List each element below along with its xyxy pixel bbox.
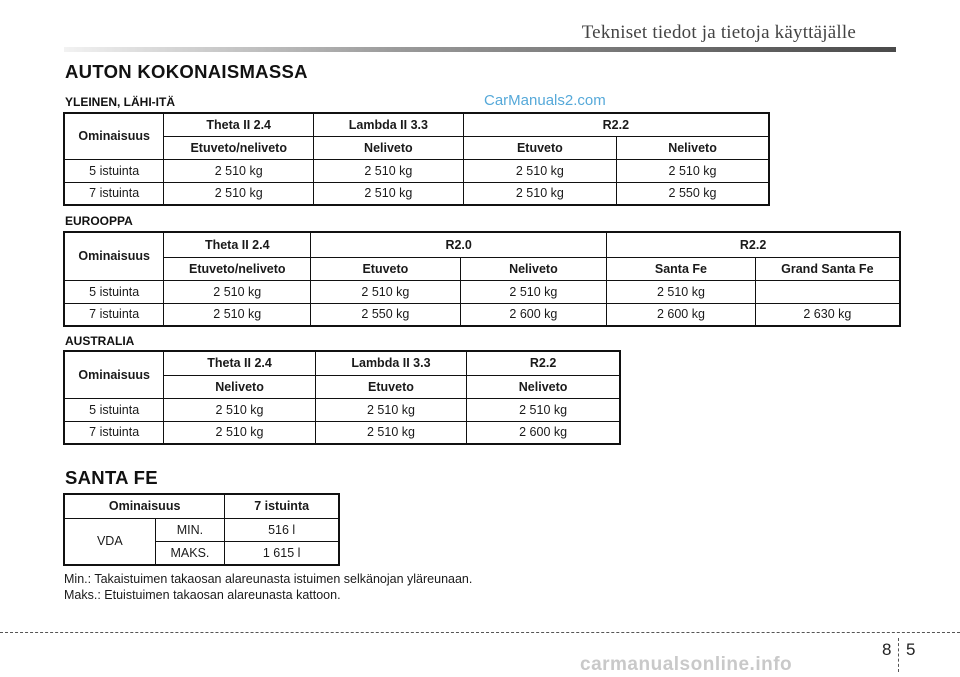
table-header-feature: Ominaisuus bbox=[64, 113, 164, 159]
table-cell: 2 600 kg bbox=[460, 303, 607, 326]
table-title-general: YLEINEN, LÄHI-ITÄ bbox=[65, 95, 175, 109]
section-title-gross-vehicle-weight: AUTON KOKONAISMASSA bbox=[65, 61, 308, 82]
table-cell bbox=[755, 280, 900, 303]
table-header-feature: Ominaisuus bbox=[64, 351, 164, 398]
table-cell: 2 600 kg bbox=[607, 303, 756, 326]
row-label: 5 istuinta bbox=[64, 159, 164, 182]
page-number: 5 bbox=[906, 640, 916, 659]
table-header-drive: Neliveto bbox=[164, 375, 315, 398]
table-header-engine: Theta II 2.4 bbox=[164, 232, 311, 257]
table-cell: 2 510 kg bbox=[164, 280, 311, 303]
note-min: Min.: Takaistuimen takaosan alareunasta istuimen selkänojan yläreunaan. bbox=[64, 572, 473, 586]
row-label: 7 istuinta bbox=[64, 182, 164, 205]
table-cell: 2 510 kg bbox=[463, 182, 616, 205]
table-header-drive: Etuveto/neliveto bbox=[164, 257, 311, 280]
table-header-drive: Santa Fe bbox=[607, 257, 756, 280]
table-header-engine: Lambda II 3.3 bbox=[314, 113, 464, 136]
table-header-drive: Etuveto/neliveto bbox=[164, 136, 314, 159]
row-label: 5 istuinta bbox=[64, 280, 164, 303]
row-label-vda: VDA bbox=[64, 518, 155, 565]
table-header-drive: Etuveto bbox=[311, 257, 461, 280]
page-number-divider bbox=[898, 638, 899, 672]
table-header-drive: Etuveto bbox=[315, 375, 467, 398]
table-cell: 2 510 kg bbox=[467, 398, 620, 421]
table-cell: 2 550 kg bbox=[617, 182, 769, 205]
table-header-engine: Theta II 2.4 bbox=[164, 113, 314, 136]
table-cell: 2 600 kg bbox=[467, 421, 620, 444]
table-cell: 516 l bbox=[225, 518, 339, 541]
cargo-volume-table bbox=[63, 493, 340, 566]
table-cell: 2 510 kg bbox=[311, 280, 461, 303]
table-cell: 2 630 kg bbox=[755, 303, 900, 326]
table-header-engine: R2.2 bbox=[607, 232, 900, 257]
table-cell: 2 510 kg bbox=[315, 421, 467, 444]
table-title-europe: EUROOPPA bbox=[65, 214, 133, 228]
note-max: Maks.: Etuistuimen takaosan alareunasta kattoon. bbox=[64, 588, 341, 602]
watermark: CarManuals2.com bbox=[484, 92, 606, 109]
table-header-seats: 7 istuinta bbox=[225, 494, 339, 518]
table-header-drive: Neliveto bbox=[460, 257, 607, 280]
table-header-drive: Neliveto bbox=[617, 136, 769, 159]
table-header-engine: Lambda II 3.3 bbox=[315, 351, 467, 375]
table-header-drive: Etuveto bbox=[463, 136, 616, 159]
row-label: MAKS. bbox=[155, 541, 225, 565]
site-watermark: carmanualsonline.info bbox=[580, 654, 793, 675]
table-header-drive: Grand Santa Fe bbox=[755, 257, 900, 280]
weight-table-general bbox=[63, 112, 770, 206]
table-row bbox=[64, 398, 620, 421]
table-cell: 2 510 kg bbox=[460, 280, 607, 303]
table-cell: 2 510 kg bbox=[164, 398, 315, 421]
weight-table-europe bbox=[63, 231, 901, 327]
table-header-engine: R2.0 bbox=[311, 232, 607, 257]
table-cell: 2 510 kg bbox=[164, 303, 311, 326]
table-cell: 2 510 kg bbox=[164, 421, 315, 444]
row-label: 7 istuinta bbox=[64, 421, 164, 444]
table-row bbox=[64, 182, 769, 205]
table-row bbox=[64, 303, 900, 326]
row-label: 7 istuinta bbox=[64, 303, 164, 326]
table-row bbox=[64, 518, 339, 541]
row-label: MIN. bbox=[155, 518, 225, 541]
table-title-australia: AUSTRALIA bbox=[65, 334, 135, 348]
table-cell: 1 615 l bbox=[225, 541, 339, 565]
table-header-feature: Ominaisuus bbox=[64, 232, 164, 280]
table-header-drive: Neliveto bbox=[467, 375, 620, 398]
header-rule bbox=[64, 47, 896, 52]
table-header-feature: Ominaisuus bbox=[64, 494, 225, 518]
table-header-engine: Theta II 2.4 bbox=[164, 351, 315, 375]
page-header-title: Tekniset tiedot ja tietoja käyttäjälle bbox=[581, 22, 856, 43]
table-cell: 2 510 kg bbox=[164, 182, 314, 205]
table-row bbox=[64, 159, 769, 182]
table-cell: 2 550 kg bbox=[311, 303, 461, 326]
table-row bbox=[64, 421, 620, 444]
table-cell: 2 510 kg bbox=[164, 159, 314, 182]
table-header-engine: R2.2 bbox=[463, 113, 769, 136]
table-cell: 2 510 kg bbox=[607, 280, 756, 303]
footer-rule bbox=[0, 632, 960, 633]
table-cell: 2 510 kg bbox=[463, 159, 616, 182]
table-cell: 2 510 kg bbox=[315, 398, 467, 421]
table-header-drive: Neliveto bbox=[314, 136, 464, 159]
section-title-santa-fe: SANTA FE bbox=[65, 467, 158, 488]
table-cell: 2 510 kg bbox=[314, 182, 464, 205]
chapter-number: 8 bbox=[882, 640, 892, 659]
table-cell: 2 510 kg bbox=[617, 159, 769, 182]
row-label: 5 istuinta bbox=[64, 398, 164, 421]
table-header-engine: R2.2 bbox=[467, 351, 620, 375]
table-cell: 2 510 kg bbox=[314, 159, 464, 182]
weight-table-australia bbox=[63, 350, 621, 445]
table-row bbox=[64, 280, 900, 303]
